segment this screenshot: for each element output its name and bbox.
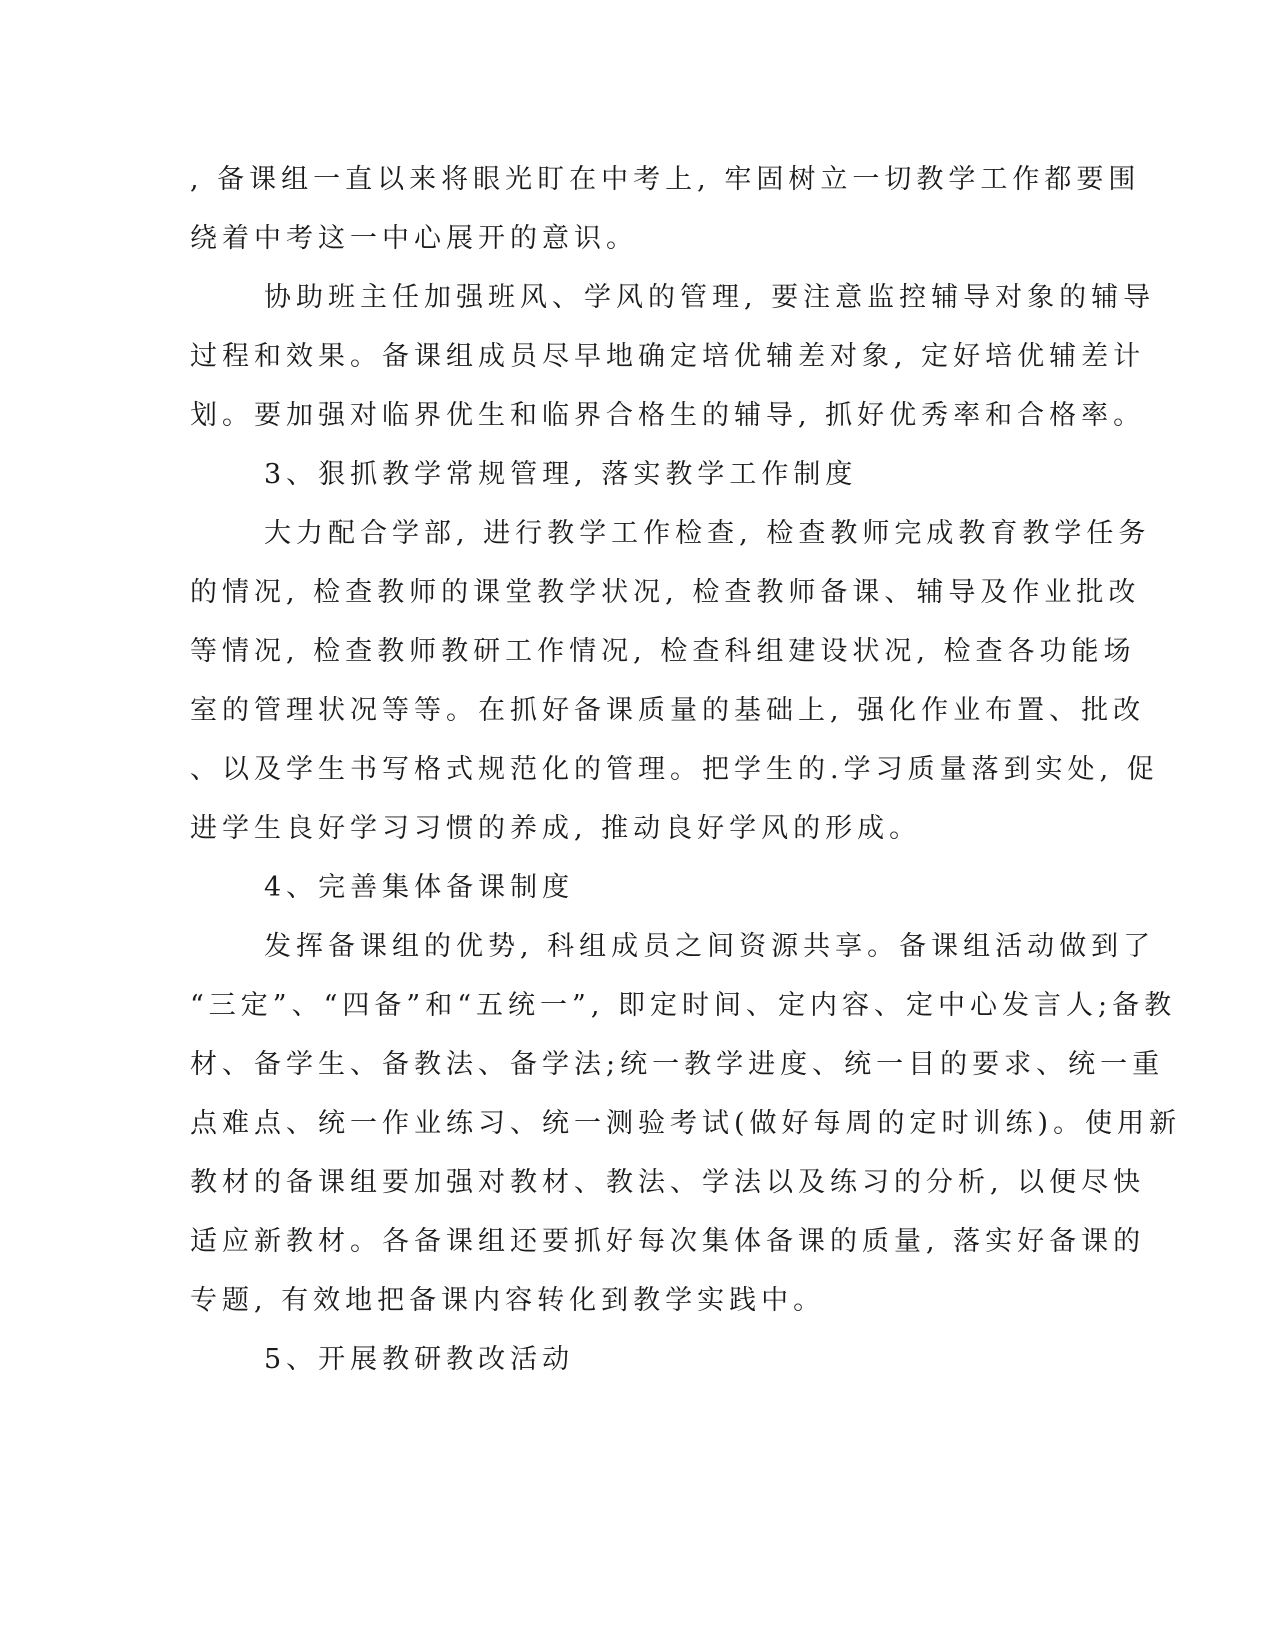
paragraph-first-line: 发挥备课组的优势, 科组成员之间资源共享。备课组活动做到了	[264, 931, 1156, 962]
text-line: 过程和效果。备课组成员尽早地确定培优辅差对象, 定好培优辅差计	[190, 341, 1146, 372]
text-line: 进学生良好学习习惯的养成, 推动良好学风的形成。	[190, 813, 922, 844]
paragraph-first-line: 大力配合学部, 进行教学工作检查, 检查教师完成教育教学任务	[264, 518, 1151, 549]
text-line: 专题, 有效地把备课内容转化到教学实践中。	[190, 1285, 826, 1316]
text-line: 、以及学生书写格式规范化的管理。把学生的.学习质量落到实处, 促	[190, 754, 1159, 785]
text-line: 点难点、统一作业练习、统一测验考试(做好每周的定时训练)。使用新	[190, 1108, 1182, 1139]
section-heading-5: 5、开展教研教改活动	[264, 1344, 575, 1375]
text-line: 绕着中考这一中心展开的意识。	[190, 223, 638, 254]
text-line: 的情况, 检查教师的课堂教学状况, 检查教师备课、辅导及作业批改	[190, 577, 1141, 608]
section-heading-4: 4、完善集体备课制度	[264, 872, 575, 903]
text-line: 教材的备课组要加强对教材、教法、学法以及练习的分析, 以便尽快	[190, 1167, 1146, 1198]
text-line: 材、备学生、备教法、备学法;统一教学进度、统一目的要求、统一重	[190, 1049, 1165, 1080]
text-line: “三定”、“四备”和“五统一”, 即定时间、定内容、定中心发言人;备教	[190, 990, 1177, 1021]
text-line: , 备课组一直以来将眼光盯在中考上, 牢固树立一切教学工作都要围	[190, 164, 1141, 195]
text-line: 划。要加强对临界优生和临界合格生的辅导, 抓好优秀率和合格率。	[190, 400, 1146, 431]
text-line: 等情况, 检查教师教研工作情况, 检查科组建设状况, 检查各功能场	[190, 636, 1136, 667]
text-line: 适应新教材。各备课组还要抓好每次集体备课的质量, 落实好备课的	[190, 1226, 1146, 1257]
text-line: 室的管理状况等等。在抓好备课质量的基础上, 强化作业布置、批改	[190, 695, 1146, 726]
section-heading-3: 3、狠抓教学常规管理, 落实教学工作制度	[264, 459, 858, 490]
paragraph-first-line: 协助班主任加强班风、学风的管理, 要注意监控辅导对象的辅导	[264, 282, 1156, 313]
